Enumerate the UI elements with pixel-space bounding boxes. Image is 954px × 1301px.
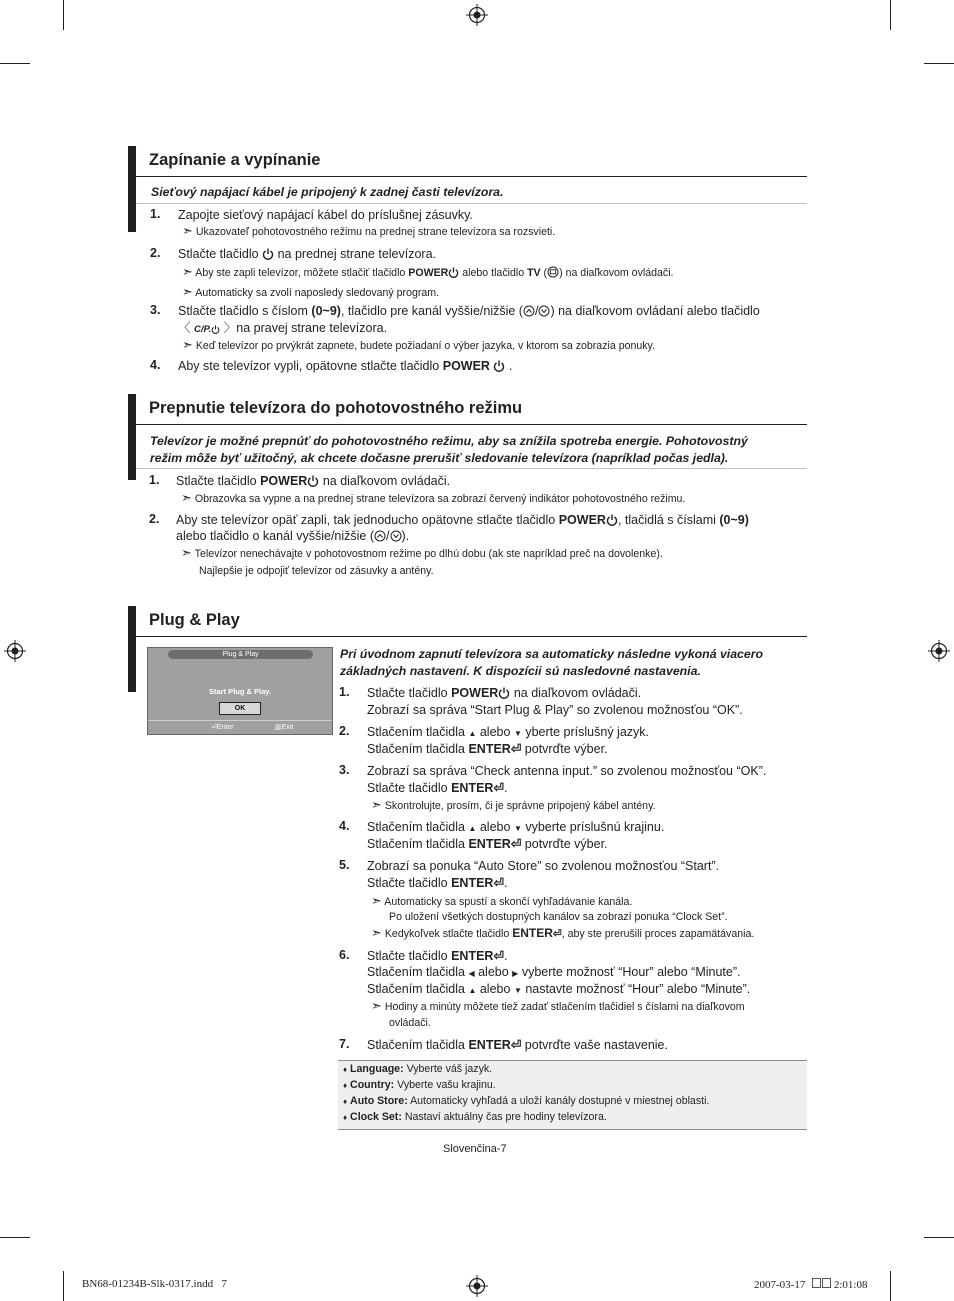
arrow-up-icon: ▲ xyxy=(468,824,477,833)
legend-item: ♦ Clock Set: Nastaví aktuálny čas pre hodiny televízora. xyxy=(343,1111,607,1123)
crop-mark xyxy=(0,1237,30,1238)
note-arrow-icon: ➣ xyxy=(371,797,382,812)
osd-message: Start Plug & Play. xyxy=(209,687,271,696)
note-arrow-icon: ➣ xyxy=(182,223,193,238)
step-text: Stlačte tlačidlo ENTER⏎. xyxy=(367,876,508,890)
step-number: 6. xyxy=(339,948,350,962)
section-title: Prepnutie televízora do pohotovostného režimu xyxy=(149,399,523,417)
print-date: 2007-03-17 2:01:08 xyxy=(754,1279,868,1291)
section-intro: Sieťový napájací kábel je pripojený k zadnej časti televízora. xyxy=(151,185,504,199)
crop-mark xyxy=(0,63,30,64)
step-note: ovládači. xyxy=(389,1017,431,1029)
note-arrow-icon: ➣ xyxy=(182,284,193,299)
bullet-icon: ♦ xyxy=(343,1097,348,1106)
step-text: Stlačením tlačidla ▲ alebo ▼ vyberte príslušnú krajinu. xyxy=(367,820,665,834)
enter-icon: ⏎ xyxy=(493,876,504,890)
step-number: 2. xyxy=(339,724,350,738)
note-arrow-icon: ➣ xyxy=(182,337,193,352)
step-text: Stlačte tlačidlo na prednej strane televízora. xyxy=(178,247,437,261)
step-note: ➣ Ukazovateľ pohotovostného režimu na prednej strane televízora sa rozsvieti. xyxy=(182,223,556,238)
power-icon xyxy=(498,687,510,699)
step-note: ➣ Automaticky sa spustí a skončí vyhľadávanie kanála. xyxy=(371,893,633,908)
step-text: Aby ste televízor vypli, opätovne stlačte tlačidlo POWER . xyxy=(178,359,513,373)
arrow-down-icon: ▼ xyxy=(513,729,522,738)
step-text: Stlačením tlačidla ▲ alebo ▼ yberte príslušný jazyk. xyxy=(367,725,650,739)
bullet-icon: ♦ xyxy=(343,1081,348,1090)
step-note: ➣ Keď televízor po prvýkrát zapnete, budete požiadaní o výber jazyka, v ktorom sa zobrazia ponuky. xyxy=(182,337,656,352)
arrow-right-icon: ▶ xyxy=(512,969,519,978)
bullet-icon: ♦ xyxy=(343,1065,348,1074)
channel-down-icon xyxy=(390,530,402,542)
section-intro: režim môže byť užitočný, ak chcete dočasne prerušiť sledovanie televízora (napríklad počas jedla). xyxy=(150,451,729,465)
bullet-icon: ♦ xyxy=(343,1113,348,1122)
page-number: Slovenčina-7 xyxy=(443,1143,507,1155)
settings-legend xyxy=(338,1060,807,1130)
step-note: ➣ Hodiny a minúty môžete tiež zadať stlačením tlačidiel s číslami na diaľkovom xyxy=(371,998,745,1013)
file-name: BN68-01234B-Slk-0317.indd 7 xyxy=(82,1278,227,1290)
power-icon xyxy=(606,514,618,526)
step-number: 1. xyxy=(149,473,160,487)
step-text: Stlačte tlačidlo ENTER⏎. xyxy=(367,781,508,795)
step-note: Najlepšie je odpojiť televízor od zásuvky a antény. xyxy=(199,565,434,577)
enter-icon: ⏎ xyxy=(552,928,562,940)
channel-up-icon xyxy=(374,530,386,542)
enter-icon: ⏎ xyxy=(510,742,522,756)
step-number: 1. xyxy=(339,685,350,699)
crop-mark xyxy=(924,63,954,64)
step-text: Zobrazí sa správa “Start Plug & Play” so zvolenou možnosťou “OK”. xyxy=(367,703,743,717)
enter-icon: ⏎ xyxy=(211,724,217,731)
step-text: Zapojte sieťový napájací kábel do príslušnej zásuvky. xyxy=(178,208,473,222)
crop-mark xyxy=(63,1271,64,1301)
enter-icon: ⏎ xyxy=(510,837,522,851)
chevron-left-icon: 〈 xyxy=(178,321,191,335)
note-arrow-icon: ➣ xyxy=(371,925,382,940)
step-text: Stlačte tlačidlo ENTER⏎. xyxy=(367,949,508,963)
note-arrow-icon: ➣ xyxy=(371,998,382,1013)
step-text: Stlačte tlačidlo POWER na diaľkovom ovládači. xyxy=(176,474,451,488)
enter-icon: ⏎ xyxy=(510,1038,522,1052)
step-text: Stlačením tlačidla ▲ alebo ▼ nastavte možnosť “Hour” alebo “Minute”. xyxy=(367,982,751,996)
step-number: 2. xyxy=(150,246,161,260)
power-icon xyxy=(211,325,220,334)
step-number: 5. xyxy=(339,858,350,872)
registration-mark-icon xyxy=(4,640,26,662)
power-icon xyxy=(448,267,459,278)
enter-icon: ⏎ xyxy=(493,949,504,963)
arrow-left-icon: ◀ xyxy=(468,969,475,978)
chevron-right-icon: 〉 xyxy=(223,321,237,335)
step-text: 〈 C/P. 〉na pravej strane televízora. xyxy=(178,321,388,335)
crop-mark xyxy=(890,1271,891,1301)
arrow-down-icon: ▼ xyxy=(513,986,522,995)
step-number: 7. xyxy=(339,1037,350,1051)
step-number: 2. xyxy=(149,512,160,526)
crop-mark xyxy=(63,0,64,30)
step-text: alebo tlačidlo o kanál vyššie/nižšie ( / ). xyxy=(176,529,410,543)
step-number: 4. xyxy=(339,819,350,833)
power-icon xyxy=(262,248,274,260)
power-icon xyxy=(493,360,505,372)
section-intro: Pri úvodnom zapnutí televízora sa automaticky následne vykoná viacero xyxy=(340,647,764,661)
arrow-down-icon: ▼ xyxy=(513,824,522,833)
registration-mark-icon xyxy=(466,1275,488,1297)
plug-and-play-screen xyxy=(147,647,333,735)
step-note: Po uložení všetkých dostupných kanálov sa zobrazí ponuka “Clock Set”. xyxy=(389,911,728,923)
crop-mark xyxy=(890,0,891,30)
step-note: ➣ Automaticky sa zvolí naposledy sledovaný program. xyxy=(182,284,440,299)
legend-item: ♦ Language: Vyberte váš jazyk. xyxy=(343,1063,493,1075)
channel-down-icon xyxy=(538,305,550,317)
arrow-up-icon: ▲ xyxy=(468,986,477,995)
step-text: Stlačením tlačidla ◀ alebo ▶ vyberte možnosť “Hour” alebo “Minute”. xyxy=(367,965,741,979)
osd-ok-button[interactable]: OK xyxy=(219,702,261,715)
note-arrow-icon: ➣ xyxy=(181,545,192,560)
step-text: Aby ste televízor opäť zapli, tak jednoducho opätovne stlačte tlačidlo POWER , tlačidlá s číslami (0~9) xyxy=(176,513,749,527)
step-text: Zobrazí sa správa “Check antenna input.” so zvolenou možnosťou “OK”. xyxy=(367,764,767,778)
exit-icon: ▥ xyxy=(275,724,282,731)
enter-icon: ⏎ xyxy=(493,781,504,795)
tv-button-icon xyxy=(547,266,559,278)
note-arrow-icon: ➣ xyxy=(182,264,193,279)
step-number: 4. xyxy=(150,358,161,372)
registration-mark-icon xyxy=(466,4,488,26)
crop-mark xyxy=(924,1237,954,1238)
step-note: ➣ Televízor nenechávajte v pohotovostnom režime po dlhú dobu (ak ste napríklad preč na dovolenke). xyxy=(181,545,663,560)
step-text: Stlačením tlačidla ENTER⏎ potvrďte výber. xyxy=(367,837,608,851)
step-note: ➣ Skontrolujte, prosím, či je správne pripojený kábel antény. xyxy=(371,797,656,812)
note-arrow-icon: ➣ xyxy=(181,490,192,505)
channel-up-icon xyxy=(523,305,535,317)
note-arrow-icon: ➣ xyxy=(371,893,382,908)
registration-mark-icon xyxy=(928,640,950,662)
step-text: Stlačte tlačidlo s číslom (0~9), tlačidlo pre kanál vyššie/nižšie ( / ) na diaľkovom ovládaní alebo tlačidlo xyxy=(178,304,760,318)
section-intro: základných nastavení. K dispozícii sú nasledovné nastavenia. xyxy=(340,664,701,678)
legend-item: ♦ Auto Store: Automaticky vyhľadá a uloží kanály dostupné v miestnej oblasti. xyxy=(343,1095,710,1107)
step-text: Stlačte tlačidlo POWER na diaľkovom ovládači. xyxy=(367,686,642,700)
section-title: Zapínanie a vypínanie xyxy=(149,151,321,169)
step-number: 3. xyxy=(339,763,350,777)
power-icon xyxy=(307,475,319,487)
step-note: ➣ Kedykoľvek stlačte tlačidlo ENTER⏎, aby ste prerušili proces zapamätávania. xyxy=(371,925,755,940)
step-note: ➣ Aby ste zapli televízor, môžete stlačiť tlačidlo POWER alebo tlačidlo TV ( ) na diaľkovom ovládači. xyxy=(182,264,674,279)
step-number: 3. xyxy=(150,303,161,317)
legend-item: ♦ Country: Vyberte vašu krajinu. xyxy=(343,1079,496,1091)
step-text: Stlačením tlačidla ENTER⏎ potvrďte výber. xyxy=(367,742,608,756)
arrow-up-icon: ▲ xyxy=(468,729,477,738)
step-text: Zobrazí sa ponuka “Auto Store” so zvolenou možnosťou “Start”. xyxy=(367,859,720,873)
osd-header: Plug & Play xyxy=(168,650,313,659)
section-title: Plug & Play xyxy=(149,611,240,629)
step-text: Stlačením tlačidla ENTER⏎ potvrďte vaše nastavenie. xyxy=(367,1038,668,1052)
section-intro: Televízor je možné prepnúť do pohotovostného režimu, aby sa znížila spotreba energie. Pohotovostný xyxy=(150,434,748,448)
osd-enter-hint: ⏎Enter xyxy=(211,724,234,731)
osd-exit-hint: ▥Exit xyxy=(275,724,294,731)
step-note: ➣ Obrazovka sa vypne a na prednej strane televízora sa zobrazí červený indikátor pohotovostného režimu. xyxy=(181,490,686,505)
step-number: 1. xyxy=(150,207,161,221)
